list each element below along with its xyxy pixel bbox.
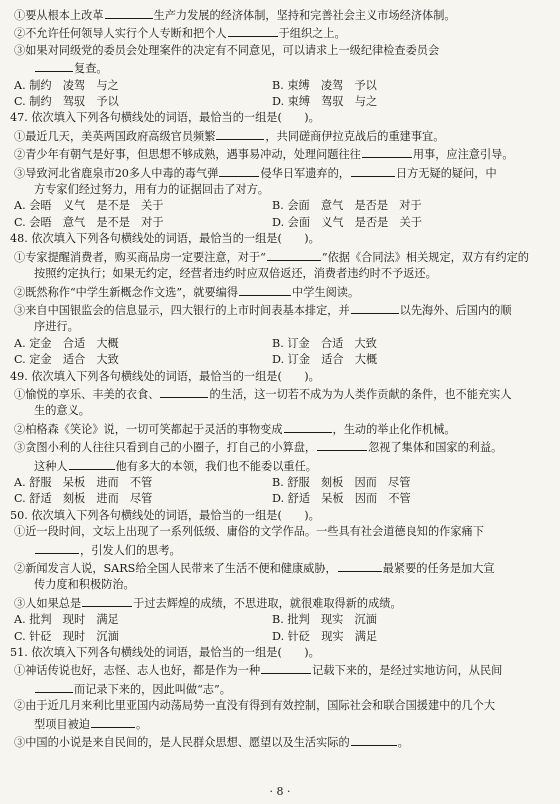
fill-blank bbox=[160, 385, 208, 398]
option-b: B. 会面 意气 是否是 对于 bbox=[272, 199, 422, 213]
fill-blank bbox=[35, 59, 73, 72]
sentence-line: 按照约定执行；如果无约定，经营者违约时应双倍返还，消费者违约时不予返还。 bbox=[34, 267, 437, 281]
option-d: D. 会面 义气 是否是 关于 bbox=[272, 215, 422, 229]
option-d: D. 束缚 驾驭 与之 bbox=[272, 95, 378, 109]
sentence-line: 序进行。 bbox=[34, 320, 79, 334]
option-a: A. 舒服 呆板 进而 不管 bbox=[14, 475, 153, 489]
page-number: · 8 · bbox=[269, 784, 291, 798]
fill-blank bbox=[239, 283, 291, 296]
option-a: A. 会晤 义气 是不是 关于 bbox=[14, 199, 164, 213]
option-c: C. 舒适 刻板 进而 尽管 bbox=[14, 492, 153, 506]
option-c: C. 制约 驾驭 予以 bbox=[14, 95, 119, 109]
question-number: 47. bbox=[10, 111, 28, 125]
question-number: 49. bbox=[10, 369, 28, 383]
sentence-line: ③如果对同级党的委员会处理案件的决定有不同意见，可以请求上一级纪律检查委员会 bbox=[14, 43, 440, 57]
sentence-line: 这种人 他有多大的本领，我们也不能委以重任。 bbox=[10, 457, 552, 475]
fill-blank bbox=[105, 6, 153, 19]
fill-blank bbox=[351, 301, 399, 314]
fill-blank bbox=[82, 594, 132, 607]
option-d: D. 针砭 现实 满足 bbox=[272, 629, 378, 643]
options-row bbox=[10, 198, 552, 214]
fill-blank bbox=[216, 127, 264, 140]
sentence-line: ①神话传说也好，志怪、志人也好，都是作为一种 记载下来的，是经过实地访问，从民间 bbox=[10, 661, 552, 679]
sentence-line: 方专家们经过努力，用有力的证据回击了对方。 bbox=[34, 183, 269, 197]
fill-blank bbox=[267, 248, 321, 261]
options-row bbox=[10, 612, 552, 628]
sentence-line: ①最近几天，美英两国政府高级官员频繁 ，共同磋商伊拉克战后的重建事宜。 bbox=[10, 127, 552, 145]
options-row bbox=[10, 336, 552, 352]
question-stem: 51. 依次填入下列各句横线处的词语，最恰当的一组是( )。 bbox=[10, 646, 320, 660]
option-c: C. 会晤 意气 是不是 对于 bbox=[14, 215, 164, 229]
option-b: B. 舒服 刻板 因而 尽管 bbox=[272, 475, 411, 489]
option-d: D. 舒适 呆板 因而 不管 bbox=[272, 492, 411, 506]
sentence-line: ①近一段时间，文坛上出现了一系列低级、庸俗的文学作品。一些具有社会道德良知的作家痛下 bbox=[14, 525, 484, 539]
options-row bbox=[10, 629, 552, 645]
sentence-line: 复查。 bbox=[10, 59, 552, 77]
sentence-line: 而记录下来的，因此叫做“志”。 bbox=[10, 680, 552, 698]
option-a: A. 定金 合适 大概 bbox=[14, 336, 119, 350]
fill-blank bbox=[284, 420, 332, 433]
options-row bbox=[10, 78, 552, 94]
option-b: B. 订金 合适 大致 bbox=[272, 336, 377, 350]
sentence-line: ②新闻发言人说，SARS给全国人民带来了生活不便和健康威胁， 最紧要的任务是加大宣 bbox=[10, 559, 552, 577]
sentence-line: ②不允许任何领导人实行个人专断和把个人 于组织之上。 bbox=[10, 24, 552, 42]
question-stem: 48. 依次填入下列各句横线处的词语，最恰当的一组是( )。 bbox=[10, 232, 320, 246]
sentence-line: ①要从根本上改革 生产力发展的经济体制，坚持和完善社会主义市场经济体制。 bbox=[10, 6, 552, 24]
sentence-line: ②青少年有朝气是好事，但思想不够成熟，遇事易冲动，处理问题往往 用事，应注意引导。 bbox=[10, 145, 552, 163]
options-row bbox=[10, 475, 552, 491]
question-stem: 47. 依次填入下列各句横线处的词语，最恰当的一组是( )。 bbox=[10, 111, 320, 125]
sentence-line: ②柏格森《笑论》说，一切可笑都起于灵活的事物变成 ，生动的举止化作机械。 bbox=[10, 420, 552, 438]
fill-blank bbox=[351, 164, 395, 177]
question-stem: 50. 依次填入下列各句横线处的词语，最恰当的一组是( )。 bbox=[10, 508, 320, 522]
option-b: B. 束缚 凌驾 予以 bbox=[272, 78, 377, 92]
option-c: C. 定金 适合 大致 bbox=[14, 353, 119, 367]
fill-blank bbox=[35, 680, 73, 693]
sentence-line: ③中国的小说是来自民间的，是人民群众思想、愿望以及生活实际的 。 bbox=[10, 733, 552, 751]
options-row bbox=[10, 215, 552, 231]
option-d: D. 订金 适合 大概 bbox=[272, 353, 378, 367]
sentence-line: ③人如果总是 于过去辉煌的成绩，不思进取，就很难取得新的成绩。 bbox=[10, 594, 552, 612]
sentence-line: ③贪图小利的人往往只看到自己的小圈子，打自己的小算盘， 忽视了集体和国家的利益。 bbox=[10, 438, 552, 456]
fill-blank bbox=[351, 733, 397, 746]
sentence-line: ①愉悦的享乐、丰美的衣食、 的生活，这一切若不成为为人类作贡献的条件，也不能充实人 bbox=[10, 385, 552, 403]
sentence-line: ，引发人们的思考。 bbox=[10, 541, 552, 559]
fill-blank bbox=[228, 24, 278, 37]
question-number: 51. bbox=[10, 646, 28, 660]
question-number: 48. bbox=[10, 232, 28, 246]
sentence-line: 传力度和积极防治。 bbox=[34, 578, 135, 592]
fill-blank bbox=[35, 541, 79, 554]
question-number: 50. bbox=[10, 508, 28, 522]
option-a: A. 批判 现时 满足 bbox=[14, 613, 119, 627]
fill-blank bbox=[219, 164, 259, 177]
fill-blank bbox=[362, 145, 412, 158]
fill-blank bbox=[91, 715, 135, 728]
fill-blank bbox=[261, 661, 311, 674]
option-b: B. 批判 现实 沉湎 bbox=[272, 613, 377, 627]
question-stem: 49. 依次填入下列各句横线处的词语，最恰当的一组是( )。 bbox=[10, 369, 320, 383]
fill-blank bbox=[338, 559, 382, 572]
fill-blank bbox=[69, 457, 115, 470]
option-a: A. 制约 凌驾 与之 bbox=[14, 78, 119, 92]
options-row bbox=[10, 491, 552, 507]
fill-blank bbox=[317, 438, 367, 451]
options-row bbox=[10, 352, 552, 368]
sentence-line: ①专家提醒消费者，购买商品房一定要注意，对于“ ”依据《合同法》相关规定，双方有约定的 bbox=[10, 248, 552, 266]
option-c: C. 针砭 现时 沉湎 bbox=[14, 629, 119, 643]
sentence-line: 型项目被迫 。 bbox=[10, 715, 552, 733]
sentence-line: 生的意义。 bbox=[34, 404, 90, 418]
sentence-line: ③导致河北省鹿泉市20多人中毒的毒气弹 侵华日军遗弃的， 日方无疑的疑问，中 bbox=[10, 164, 552, 182]
sentence-line: ②由于近几月来利比里亚国内动荡局势一直没有得到有效控制，国际社会和联合国援建中的几个大 bbox=[14, 699, 496, 713]
sentence-line: ②既然称作“中学生新概念作文选”，就要编得 中学生阅读。 bbox=[10, 283, 552, 301]
options-row bbox=[10, 94, 552, 110]
sentence-line: ③来自中国银监会的信息显示，四大银行的上市时间表基本排定，并 以先海外、后国内的顺 bbox=[10, 301, 552, 319]
